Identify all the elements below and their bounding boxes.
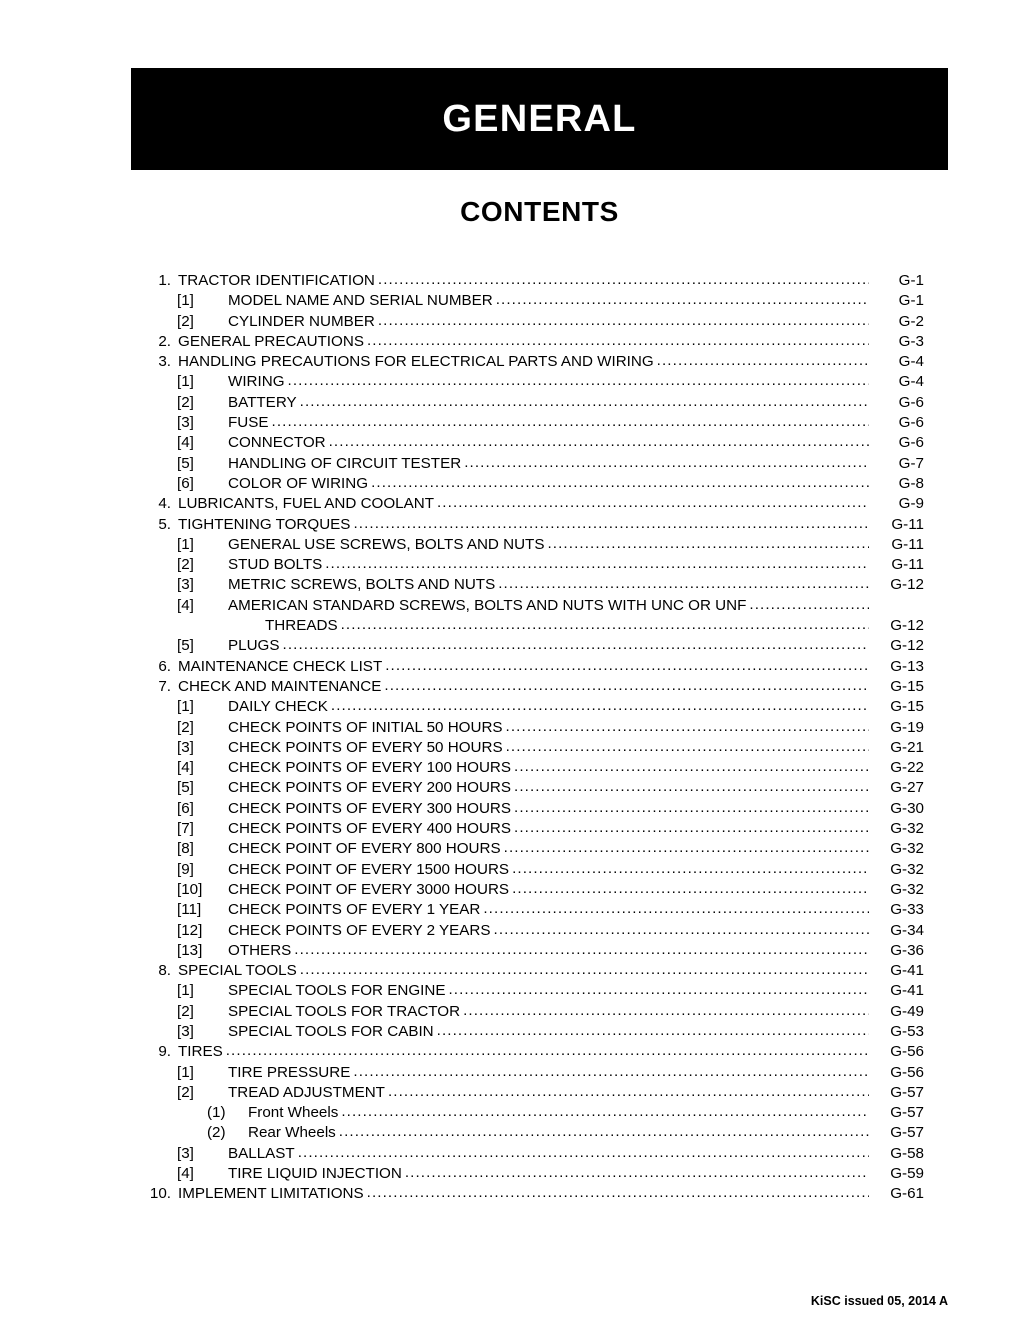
toc-leader-dots bbox=[331, 700, 869, 718]
toc-entry[interactable] bbox=[131, 535, 924, 555]
toc-entry-number: [2] bbox=[177, 1083, 194, 1101]
toc-entry-label: CONNECTOR bbox=[228, 434, 326, 452]
toc-leader-dots bbox=[504, 842, 869, 860]
toc-entry-number: 10. bbox=[149, 1185, 171, 1203]
toc-entry-label: CHECK POINTS OF EVERY 1 YEAR bbox=[228, 901, 481, 919]
toc-entry-number: [9] bbox=[177, 860, 194, 878]
toc-entry-page: G-36 bbox=[890, 941, 924, 959]
chapter-banner bbox=[131, 68, 948, 170]
toc-entry-number: (1) bbox=[207, 1104, 226, 1122]
toc-entry-label: CHECK POINTS OF INITIAL 50 HOURS bbox=[228, 718, 503, 736]
toc-entry-number: 7. bbox=[158, 677, 171, 695]
toc-entry-page: G-4 bbox=[898, 373, 924, 391]
toc-leader-dots bbox=[494, 923, 870, 941]
toc-entry-number: [12] bbox=[177, 921, 203, 939]
toc-leader-dots bbox=[437, 1024, 869, 1042]
toc-entry-number: [6] bbox=[177, 474, 194, 492]
toc-entry-label: SPECIAL TOOLS FOR CABIN bbox=[228, 1022, 434, 1040]
toc-entry[interactable] bbox=[131, 921, 924, 941]
toc-entry-page: G-8 bbox=[898, 474, 924, 492]
toc-entry-number: 4. bbox=[158, 495, 171, 513]
toc-leader-dots bbox=[506, 720, 869, 738]
toc-entry[interactable] bbox=[131, 1022, 924, 1042]
toc-entry-label: CHECK POINTS OF EVERY 300 HOURS bbox=[228, 799, 512, 817]
toc-entry-label: AMERICAN STANDARD SCREWS, BOLTS AND NUTS WITH UNC OR UNF bbox=[228, 596, 747, 614]
toc-leader-dots bbox=[367, 334, 869, 352]
toc-entry-page: G-22 bbox=[890, 759, 924, 777]
toc-entry-page: G-19 bbox=[890, 718, 924, 736]
toc-entry[interactable] bbox=[131, 454, 924, 474]
toc-entry[interactable] bbox=[131, 636, 924, 656]
toc-leader-dots bbox=[294, 943, 869, 961]
toc-leader-dots bbox=[506, 740, 869, 758]
toc-entry-page: G-13 bbox=[890, 657, 924, 675]
toc-entry-label: CHECK POINTS OF EVERY 400 HOURS bbox=[228, 820, 512, 838]
toc-entry-label: CHECK POINTS OF EVERY 200 HOURS bbox=[228, 779, 512, 797]
toc-entry-number: [3] bbox=[177, 414, 194, 432]
toc-leader-dots bbox=[514, 821, 869, 839]
toc-entry-number: [1] bbox=[177, 982, 194, 1000]
toc-entry[interactable] bbox=[131, 332, 924, 352]
toc-entry-page: G-53 bbox=[890, 1022, 924, 1040]
toc-entry-number: 9. bbox=[158, 1043, 171, 1061]
toc-entry-number: [1] bbox=[177, 535, 194, 553]
toc-entry-page: G-1 bbox=[898, 272, 924, 289]
toc-entry-label: TIRES bbox=[178, 1043, 223, 1061]
toc-entry[interactable] bbox=[131, 1083, 924, 1103]
page-footer: KiSC issued 05, 2014 A bbox=[810, 1294, 948, 1308]
toc-entry-label: SPECIAL TOOLS bbox=[178, 962, 297, 980]
toc-entry-label: Rear Wheels bbox=[248, 1124, 336, 1142]
toc-entry[interactable] bbox=[131, 860, 924, 880]
toc-entry-label: Front Wheels bbox=[248, 1104, 339, 1122]
toc-entry-page: G-32 bbox=[890, 860, 924, 878]
toc-entry-number: [10] bbox=[177, 880, 203, 898]
toc-entry-page: G-56 bbox=[890, 1043, 924, 1061]
toc-entry[interactable] bbox=[131, 1103, 924, 1123]
toc-entry[interactable] bbox=[131, 799, 924, 819]
toc-entry-page: G-11 bbox=[891, 515, 924, 533]
toc-entry-number: [5] bbox=[177, 454, 194, 472]
toc-leader-dots bbox=[448, 984, 869, 1002]
toc-entry-number: [3] bbox=[177, 738, 194, 756]
toc-entry[interactable] bbox=[131, 819, 924, 839]
contents-heading: CONTENTS bbox=[460, 196, 619, 227]
toc-entry[interactable] bbox=[131, 900, 924, 920]
toc-entry-label: SPECIAL TOOLS FOR TRACTOR bbox=[228, 1002, 461, 1020]
toc-leader-dots bbox=[514, 760, 869, 778]
toc-entry-label: CHECK POINT OF EVERY 1500 HOURS bbox=[228, 860, 510, 878]
toc-leader-dots bbox=[329, 436, 869, 454]
toc-entry-label: MODEL NAME AND SERIAL NUMBER bbox=[228, 292, 493, 310]
toc-entry-label: GENERAL PRECAUTIONS bbox=[178, 332, 364, 350]
toc-entry-page: G-49 bbox=[890, 1002, 924, 1020]
toc-leader-dots bbox=[749, 598, 869, 616]
toc-entry[interactable] bbox=[131, 677, 924, 697]
toc-entry-label: GENERAL USE SCREWS, BOLTS AND NUTS bbox=[228, 535, 545, 553]
toc-leader-dots bbox=[367, 1187, 869, 1205]
toc-entry[interactable] bbox=[131, 657, 924, 677]
toc-entry-number: [1] bbox=[177, 698, 194, 716]
toc-entry-page: G-9 bbox=[898, 495, 924, 513]
toc-entry-number: [1] bbox=[177, 292, 194, 310]
toc-leader-dots bbox=[300, 963, 869, 981]
toc-entry-number: [2] bbox=[177, 1002, 194, 1020]
toc-entry-page: G-4 bbox=[898, 353, 924, 371]
toc-entry-label: FUSE bbox=[228, 414, 269, 432]
toc-entry[interactable] bbox=[131, 1063, 924, 1083]
toc-entry-number: [5] bbox=[177, 779, 194, 797]
toc-entry[interactable] bbox=[131, 494, 924, 514]
toc-leader-dots bbox=[514, 781, 869, 799]
toc-entry-label: TRACTOR IDENTIFICATION bbox=[178, 272, 375, 289]
toc-entry[interactable] bbox=[131, 555, 924, 575]
toc-entry[interactable] bbox=[131, 1002, 924, 1022]
toc-entry-label: TREAD ADJUSTMENT bbox=[228, 1083, 385, 1101]
toc-entry[interactable] bbox=[131, 474, 924, 494]
toc-entry-number: [2] bbox=[177, 312, 194, 330]
toc-entry-page: G-12 bbox=[890, 637, 924, 655]
toc-entry[interactable] bbox=[131, 697, 924, 717]
toc-entry-page: G-27 bbox=[890, 779, 924, 797]
toc-entry-label: COLOR OF WIRING bbox=[228, 474, 369, 492]
toc-leader-dots bbox=[341, 618, 869, 636]
toc-entry-page: G-57 bbox=[890, 1083, 924, 1101]
toc-entry[interactable] bbox=[131, 596, 924, 616]
toc-entry[interactable] bbox=[131, 433, 924, 453]
toc-entry[interactable] bbox=[131, 839, 924, 859]
toc-entry-page: G-2 bbox=[898, 312, 924, 330]
toc-entry[interactable] bbox=[131, 393, 924, 413]
toc-entry-number: [2] bbox=[177, 556, 194, 574]
toc-entry-label: HANDLING PRECAUTIONS FOR ELECTRICAL PARTS AND WIRING bbox=[178, 353, 654, 371]
toc-leader-dots bbox=[300, 395, 869, 413]
toc-leader-dots bbox=[512, 862, 869, 880]
toc-leader-dots bbox=[272, 415, 869, 433]
toc-leader-dots bbox=[405, 1166, 869, 1184]
toc-entry-number: [8] bbox=[177, 840, 194, 858]
toc-entry-number: [6] bbox=[177, 799, 194, 817]
toc-entry-label: BATTERY bbox=[228, 393, 297, 411]
toc-entry[interactable] bbox=[131, 372, 924, 392]
toc-entry-number: [1] bbox=[177, 373, 194, 391]
toc-entry-number: [4] bbox=[177, 1165, 194, 1183]
toc-leader-dots bbox=[353, 1065, 869, 1083]
toc-entry-page: G-12 bbox=[890, 576, 924, 594]
toc-leader-dots bbox=[371, 476, 869, 494]
toc-entry[interactable] bbox=[131, 758, 924, 778]
toc-entry[interactable] bbox=[131, 413, 924, 433]
toc-leader-dots bbox=[464, 456, 869, 474]
toc-entry-label: CHECK POINT OF EVERY 800 HOURS bbox=[228, 840, 501, 858]
toc-entry-continuation[interactable] bbox=[131, 616, 924, 636]
toc-leader-dots bbox=[437, 497, 869, 515]
toc-entry-page: G-61 bbox=[890, 1185, 924, 1203]
toc-entry-number: [4] bbox=[177, 596, 194, 614]
toc-leader-dots bbox=[483, 903, 869, 921]
toc-entry-number: [1] bbox=[177, 1063, 194, 1081]
toc-entry[interactable] bbox=[131, 778, 924, 798]
toc-entry-label: CHECK POINTS OF EVERY 100 HOURS bbox=[228, 759, 512, 777]
toc-entry[interactable] bbox=[131, 981, 924, 1001]
toc-entry-page: G-21 bbox=[890, 738, 924, 756]
toc-entry-number: [11] bbox=[177, 901, 202, 919]
toc-leader-dots bbox=[339, 1126, 869, 1144]
toc-leader-dots bbox=[283, 639, 870, 657]
toc-entry[interactable] bbox=[131, 738, 924, 758]
toc-leader-dots bbox=[353, 517, 869, 535]
toc-entry-page: G-15 bbox=[890, 698, 924, 716]
toc-entry-page: G-11 bbox=[891, 556, 924, 574]
toc-entry-number: [4] bbox=[177, 759, 194, 777]
toc-leader-dots bbox=[657, 354, 869, 372]
toc-entry-label: WIRING bbox=[228, 373, 285, 391]
toc-entry-page: G-7 bbox=[898, 454, 924, 472]
toc-entry[interactable] bbox=[131, 961, 924, 981]
toc-entry-number: 6. bbox=[158, 657, 171, 675]
toc-entry[interactable] bbox=[131, 515, 924, 535]
toc-entry-page: G-3 bbox=[898, 332, 924, 350]
toc-entry-number: 8. bbox=[158, 962, 171, 980]
toc-entry-page: G-30 bbox=[890, 799, 924, 817]
toc-leader-dots bbox=[496, 294, 869, 312]
toc-entry-label: STUD BOLTS bbox=[228, 556, 323, 574]
toc-entry-number: 1. bbox=[158, 272, 171, 289]
toc-entry-label: MAINTENANCE CHECK LIST bbox=[178, 657, 383, 675]
toc-entry-page: G-41 bbox=[890, 982, 924, 1000]
toc-entry[interactable] bbox=[131, 352, 924, 372]
chapter-title: GENERAL bbox=[442, 97, 637, 140]
toc-entry-page: G-32 bbox=[890, 840, 924, 858]
toc-entry-page: G-33 bbox=[890, 901, 924, 919]
toc-entry-page: G-41 bbox=[890, 962, 924, 980]
toc-entry-page: G-34 bbox=[890, 921, 924, 939]
toc-entry-number: [5] bbox=[177, 637, 194, 655]
toc-entry-page: G-12 bbox=[890, 617, 924, 635]
toc-leader-dots bbox=[384, 679, 869, 697]
toc-leader-dots bbox=[512, 882, 869, 900]
toc-leader-dots bbox=[378, 273, 869, 291]
toc-entry-number: [3] bbox=[177, 1144, 194, 1162]
toc-entry-page: G-57 bbox=[890, 1104, 924, 1122]
toc-entry-label: CHECK POINTS OF EVERY 50 HOURS bbox=[228, 738, 503, 756]
toc-entry-page: G-6 bbox=[898, 393, 924, 411]
toc-entry-label: BALLAST bbox=[228, 1144, 295, 1162]
toc-entry-label: TIRE LIQUID INJECTION bbox=[228, 1165, 402, 1183]
toc-entry[interactable] bbox=[131, 291, 924, 311]
toc-entry-label: HANDLING OF CIRCUIT TESTER bbox=[228, 454, 462, 472]
toc-entry[interactable] bbox=[131, 575, 924, 595]
toc-entry-number: 2. bbox=[158, 332, 171, 350]
toc-entry-number: 3. bbox=[158, 353, 171, 371]
toc-entry-page: G-59 bbox=[890, 1165, 924, 1183]
toc-leader-dots bbox=[547, 537, 869, 555]
toc-entry-label: DAILY CHECK bbox=[228, 698, 328, 716]
toc-entry[interactable] bbox=[131, 1184, 924, 1204]
toc-entry-number: [2] bbox=[177, 393, 194, 411]
toc-entry[interactable] bbox=[131, 718, 924, 738]
toc-entry-number: [7] bbox=[177, 820, 194, 838]
toc-entry-page: G-6 bbox=[898, 434, 924, 452]
toc-entry-number: [3] bbox=[177, 1022, 194, 1040]
toc-entry-number: (2) bbox=[207, 1124, 226, 1142]
toc-entry-number: 5. bbox=[158, 515, 171, 533]
toc-entry-number: [13] bbox=[177, 941, 203, 959]
toc-entry-page: G-57 bbox=[890, 1124, 924, 1142]
toc-entry-page: G-32 bbox=[890, 820, 924, 838]
toc-leader-dots bbox=[514, 801, 869, 819]
toc-leader-dots bbox=[226, 1045, 869, 1063]
toc-entry-label: IMPLEMENT LIMITATIONS bbox=[178, 1185, 364, 1203]
toc-entry-number: [3] bbox=[177, 576, 194, 594]
toc-entry[interactable] bbox=[131, 1123, 924, 1143]
toc-entry[interactable] bbox=[131, 312, 924, 332]
toc-entry-label: LUBRICANTS, FUEL AND COOLANT bbox=[178, 495, 434, 513]
toc-entry-label: CYLINDER NUMBER bbox=[228, 312, 375, 330]
toc-entry-label: CHECK POINT OF EVERY 3000 HOURS bbox=[228, 880, 510, 898]
toc-entry-page: G-32 bbox=[890, 880, 924, 898]
toc-entry-label: TIRE PRESSURE bbox=[228, 1063, 351, 1081]
toc-entry-label: CHECK AND MAINTENANCE bbox=[178, 677, 382, 695]
toc-leader-dots bbox=[325, 557, 869, 575]
toc-leader-dots bbox=[378, 314, 869, 332]
toc-entry-label: OTHERS bbox=[228, 941, 292, 959]
toc-entry[interactable] bbox=[131, 941, 924, 961]
toc-entry[interactable] bbox=[131, 1164, 924, 1184]
toc-entry[interactable] bbox=[131, 880, 924, 900]
toc-entry-page: G-58 bbox=[890, 1144, 924, 1162]
toc-entry-page: G-6 bbox=[898, 414, 924, 432]
toc-entry-number: [2] bbox=[177, 718, 194, 736]
toc-leader-dots bbox=[288, 375, 869, 393]
toc-entry-label: CHECK POINTS OF EVERY 2 YEARS bbox=[228, 921, 491, 939]
toc-entry[interactable] bbox=[131, 1042, 924, 1062]
toc-entry-label: THREADS bbox=[265, 617, 338, 635]
toc-leader-dots bbox=[341, 1105, 869, 1123]
table-of-contents bbox=[131, 271, 924, 1205]
toc-leader-dots bbox=[385, 659, 869, 677]
toc-entry-page: G-15 bbox=[890, 677, 924, 695]
toc-leader-dots bbox=[463, 1004, 869, 1022]
toc-entry[interactable] bbox=[131, 271, 924, 291]
toc-leader-dots bbox=[388, 1085, 869, 1103]
toc-leader-dots bbox=[298, 1146, 869, 1164]
toc-entry[interactable] bbox=[131, 1144, 924, 1164]
toc-entry-label: PLUGS bbox=[228, 637, 280, 655]
toc-entry-label: METRIC SCREWS, BOLTS AND NUTS bbox=[228, 576, 496, 594]
toc-entry-page: G-1 bbox=[898, 292, 924, 310]
toc-leader-dots bbox=[498, 578, 869, 596]
toc-entry-label: TIGHTENING TORQUES bbox=[178, 515, 351, 533]
toc-entry-page: G-11 bbox=[891, 535, 924, 553]
toc-entry-page: G-56 bbox=[890, 1063, 924, 1081]
toc-entry-label: SPECIAL TOOLS FOR ENGINE bbox=[228, 982, 446, 1000]
toc-entry-number: [4] bbox=[177, 434, 194, 452]
